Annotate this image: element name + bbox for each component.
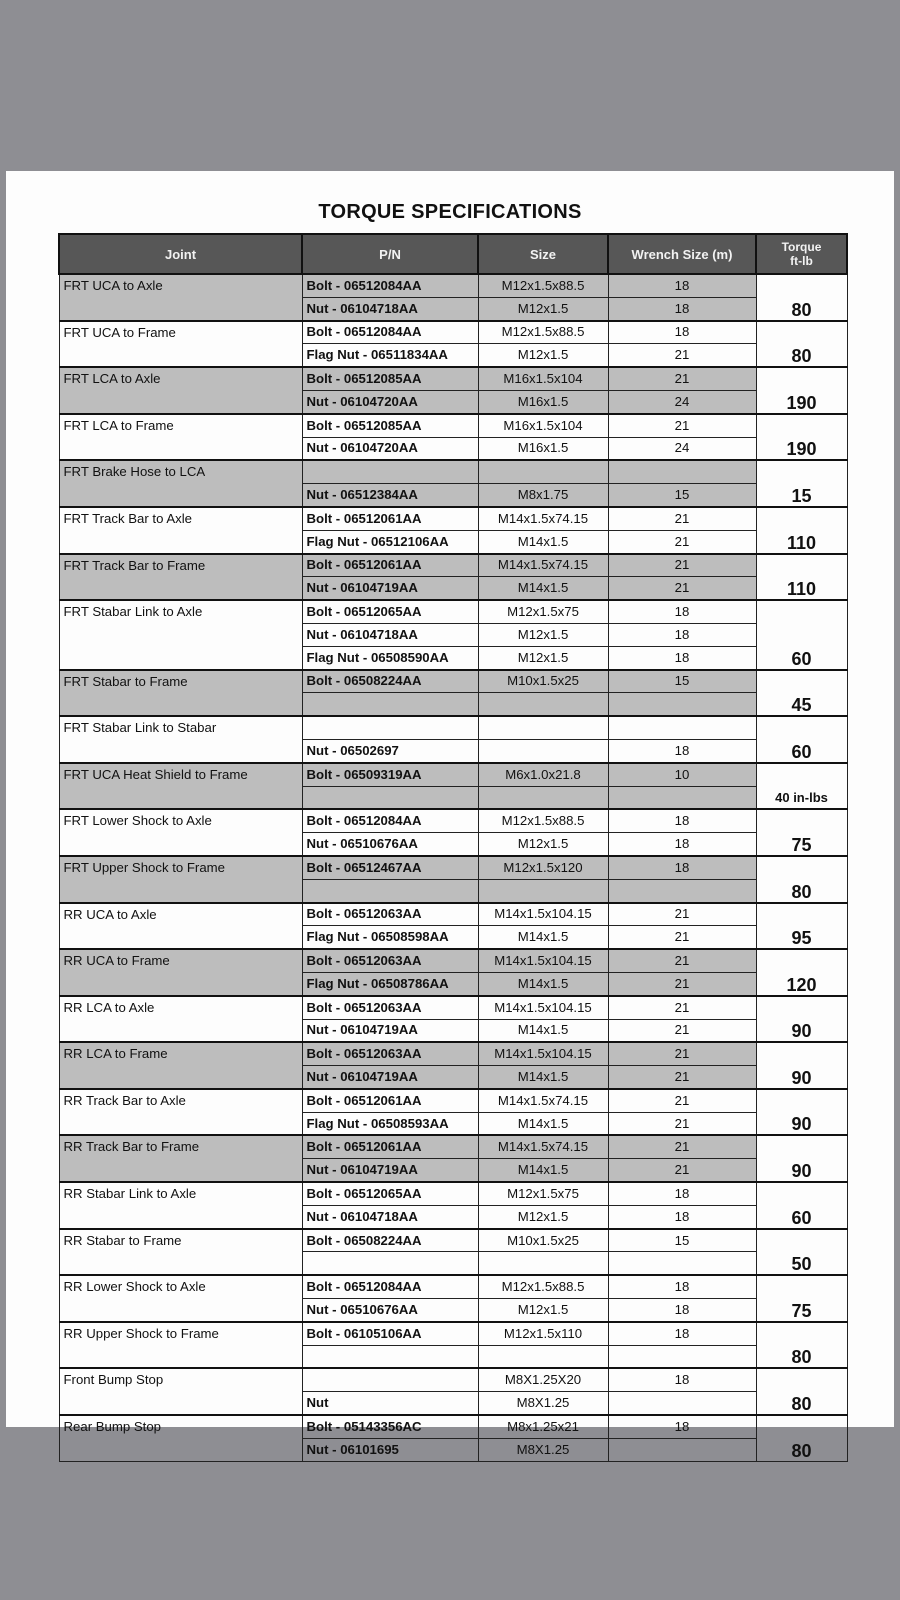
joint-cell: FRT Lower Shock to Axle [59,809,302,856]
size-cell: M12x1.5 [478,344,608,367]
size-cell: M12x1.5x88.5 [478,809,608,832]
wrench-size-cell: 21 [608,367,756,390]
size-cell: M14x1.5 [478,1019,608,1042]
wrench-size-cell: 21 [608,972,756,995]
table-row [59,903,847,926]
header-pn: P/N [302,234,478,274]
part-number-cell [302,786,478,809]
joint-cell: FRT Track Bar to Frame [59,554,302,601]
size-cell [478,460,608,483]
part-number-cell: Nut - 06104719AA [302,1159,478,1182]
part-number-cell: Nut [302,1392,478,1415]
wrench-size-cell: 18 [608,646,756,669]
torque-value-cell: 190 [756,414,847,461]
size-cell: M14x1.5 [478,926,608,949]
size-cell [478,1252,608,1275]
part-number-cell: Nut - 06104720AA [302,390,478,413]
wrench-size-cell: 18 [608,833,756,856]
size-cell: M8X1.25X20 [478,1368,608,1391]
part-number-cell: Bolt - 06512063AA [302,1042,478,1065]
part-number-cell: Bolt - 05143356AC [302,1415,478,1438]
wrench-size-cell: 21 [608,554,756,577]
part-number-cell: Bolt - 06512084AA [302,274,478,297]
size-cell: M14x1.5x74.15 [478,1089,608,1112]
joint-cell: RR UCA to Axle [59,903,302,950]
table-row [59,716,847,739]
joint-cell: FRT UCA to Axle [59,274,302,321]
part-number-cell: Nut - 06104719AA [302,1066,478,1089]
wrench-size-cell: 18 [608,1299,756,1322]
document-title: TORQUE SPECIFICATIONS [318,201,582,223]
torque-value-cell: 60 [756,600,847,669]
torque-value-cell: 80 [756,274,847,321]
wrench-size-cell: 21 [608,1019,756,1042]
part-number-cell: Bolt - 06512061AA [302,1135,478,1158]
wrench-size-cell: 18 [608,856,756,879]
table-row [59,949,847,972]
wrench-size-cell: 18 [608,1368,756,1391]
size-cell: M14x1.5x104.15 [478,1042,608,1065]
joint-cell: FRT Brake Hose to LCA [59,460,302,507]
torque-value-cell: 60 [756,1182,847,1229]
part-number-cell: Bolt - 06512084AA [302,321,478,344]
size-cell: M12x1.5x88.5 [478,1275,608,1298]
size-cell: M14x1.5x104.15 [478,903,608,926]
joint-cell: RR Track Bar to Axle [59,1089,302,1136]
torque-value-cell: 90 [756,996,847,1043]
part-number-cell: Flag Nut - 06511834AA [302,344,478,367]
wrench-size-cell [608,786,756,809]
size-cell: M14x1.5 [478,530,608,553]
part-number-cell: Bolt - 06512061AA [302,554,478,577]
part-number-cell: Nut - 06510676AA [302,1299,478,1322]
joint-cell: RR Upper Shock to Frame [59,1322,302,1369]
size-cell [478,716,608,739]
torque-value-cell: 95 [756,903,847,950]
part-number-cell: Flag Nut - 06512106AA [302,530,478,553]
wrench-size-cell: 15 [608,1229,756,1252]
size-cell [478,1345,608,1368]
size-cell: M14x1.5 [478,972,608,995]
wrench-size-cell: 21 [608,1066,756,1089]
joint-cell: RR Lower Shock to Axle [59,1275,302,1322]
size-cell: M12x1.5 [478,833,608,856]
wrench-size-cell [608,879,756,902]
table-row [59,274,847,297]
wrench-size-cell: 21 [608,577,756,600]
part-number-cell [302,1252,478,1275]
wrench-size-cell: 18 [608,297,756,320]
part-number-cell: Bolt - 06512084AA [302,1275,478,1298]
part-number-cell: Bolt - 06509319AA [302,763,478,786]
part-number-cell: Bolt - 06508224AA [302,670,478,693]
header-torque-line2: ft-lb [790,254,813,268]
joint-cell: FRT Upper Shock to Frame [59,856,302,903]
size-cell: M16x1.5 [478,390,608,413]
wrench-size-cell: 21 [608,1112,756,1135]
wrench-size-cell [608,1392,756,1415]
joint-cell: FRT Stabar Link to Axle [59,600,302,669]
wrench-size-cell [608,1438,756,1461]
size-cell: M12x1.5x88.5 [478,274,608,297]
torque-value-cell: 80 [756,1322,847,1369]
size-cell: M12x1.5 [478,1299,608,1322]
size-cell: M12x1.5 [478,297,608,320]
size-cell: M14x1.5 [478,1112,608,1135]
torque-value-cell: 50 [756,1229,847,1276]
joint-cell: RR Track Bar to Frame [59,1135,302,1182]
wrench-size-cell: 21 [608,996,756,1019]
part-number-cell: Bolt - 06512467AA [302,856,478,879]
table-row [59,763,847,786]
wrench-size-cell: 24 [608,390,756,413]
size-cell: M12x1.5 [478,1205,608,1228]
part-number-cell: Flag Nut - 06508598AA [302,926,478,949]
torque-value-cell: 90 [756,1135,847,1182]
size-cell: M6x1.0x21.8 [478,763,608,786]
size-cell [478,786,608,809]
part-number-cell: Bolt - 06512084AA [302,809,478,832]
joint-cell: RR Stabar to Frame [59,1229,302,1276]
table-header-row [59,234,847,274]
table-row [59,1229,847,1252]
size-cell: M12x1.5 [478,646,608,669]
joint-cell: FRT Stabar to Frame [59,670,302,717]
joint-cell: Front Bump Stop [59,1368,302,1415]
joint-cell: FRT Track Bar to Axle [59,507,302,554]
wrench-size-cell: 15 [608,484,756,507]
wrench-size-cell: 18 [608,600,756,623]
torque-value-cell: 45 [756,670,847,717]
torque-value-cell: 75 [756,809,847,856]
torque-value-cell: 190 [756,367,847,414]
size-cell: M12x1.5x75 [478,1182,608,1205]
size-cell: M16x1.5x104 [478,414,608,437]
size-cell: M14x1.5x104.15 [478,949,608,972]
wrench-size-cell: 15 [608,670,756,693]
part-number-cell: Nut - 06101695 [302,1438,478,1461]
joint-cell: FRT LCA to Frame [59,414,302,461]
wrench-size-cell: 18 [608,1322,756,1345]
size-cell [478,739,608,762]
table-row [59,554,847,577]
torque-value-cell: 60 [756,716,847,763]
size-cell: M12x1.5x110 [478,1322,608,1345]
table-row [59,507,847,530]
wrench-size-cell [608,693,756,716]
part-number-cell: Bolt - 06512065AA [302,600,478,623]
torque-spec-table [58,233,848,1462]
part-number-cell: Nut - 06512384AA [302,484,478,507]
wrench-size-cell: 21 [608,1042,756,1065]
torque-value-cell: 120 [756,949,847,996]
wrench-size-cell: 21 [608,926,756,949]
size-cell: M8x1.75 [478,484,608,507]
wrench-size-cell: 21 [608,530,756,553]
wrench-size-cell: 21 [608,903,756,926]
header-joint: Joint [59,234,302,274]
joint-cell: FRT LCA to Axle [59,367,302,414]
part-number-cell: Flag Nut - 06508590AA [302,646,478,669]
part-number-cell: Bolt - 06512085AA [302,367,478,390]
size-cell: M12x1.5 [478,623,608,646]
part-number-cell: Nut - 06104718AA [302,623,478,646]
document-page [6,171,894,1461]
wrench-size-cell: 10 [608,763,756,786]
size-cell: M14x1.5x104.15 [478,996,608,1019]
torque-value-cell: 80 [756,1415,847,1461]
size-cell: M10x1.5x25 [478,670,608,693]
joint-cell: RR LCA to Frame [59,1042,302,1089]
part-number-cell: Nut - 06510676AA [302,833,478,856]
size-cell: M12x1.5x75 [478,600,608,623]
part-number-cell: Bolt - 06512063AA [302,903,478,926]
table-row [59,996,847,1019]
torque-value-cell: 40 in-lbs [756,763,847,810]
torque-value-cell: 90 [756,1042,847,1089]
wrench-size-cell [608,716,756,739]
part-number-cell: Bolt - 06512085AA [302,414,478,437]
wrench-size-cell: 21 [608,344,756,367]
wrench-size-cell: 18 [608,623,756,646]
table-row [59,1135,847,1158]
size-cell [478,693,608,716]
wrench-size-cell: 18 [608,1275,756,1298]
torque-value-cell: 80 [756,321,847,368]
part-number-cell: Nut - 06104718AA [302,297,478,320]
wrench-size-cell [608,1345,756,1368]
wrench-size-cell: 18 [608,739,756,762]
table-row [59,1089,847,1112]
wrench-size-cell: 21 [608,1089,756,1112]
size-cell: M14x1.5x74.15 [478,1135,608,1158]
joint-cell: RR UCA to Frame [59,949,302,996]
size-cell: M14x1.5x74.15 [478,554,608,577]
part-number-cell [302,460,478,483]
table-row [59,1322,847,1345]
part-number-cell: Bolt - 06512063AA [302,996,478,1019]
size-cell [478,879,608,902]
wrench-size-cell [608,1252,756,1275]
torque-value-cell: 75 [756,1275,847,1322]
wrench-size-cell: 18 [608,321,756,344]
part-number-cell: Bolt - 06508224AA [302,1229,478,1252]
size-cell: M14x1.5 [478,1066,608,1089]
part-number-cell: Bolt - 06105106AA [302,1322,478,1345]
table-row [59,600,847,623]
torque-value-cell: 90 [756,1089,847,1136]
table-row [59,1182,847,1205]
table-row [59,809,847,832]
header-torque-line1: Torque [781,240,822,254]
part-number-cell [302,693,478,716]
part-number-cell: Bolt - 06512061AA [302,1089,478,1112]
table-body [59,274,847,1461]
size-cell: M8x1.25x21 [478,1415,608,1438]
table-row [59,1042,847,1065]
part-number-cell: Bolt - 06512065AA [302,1182,478,1205]
torque-value-cell: 110 [756,507,847,554]
table-row [59,321,847,344]
part-number-cell [302,879,478,902]
part-number-cell [302,716,478,739]
part-number-cell: Nut - 06104720AA [302,437,478,460]
wrench-size-cell: 18 [608,809,756,832]
joint-cell: RR Stabar Link to Axle [59,1182,302,1229]
table-row [59,1275,847,1298]
torque-value-cell: 80 [756,1368,847,1415]
size-cell: M16x1.5 [478,437,608,460]
joint-cell: Rear Bump Stop [59,1415,302,1461]
part-number-cell: Nut - 06104719AA [302,577,478,600]
joint-cell: FRT UCA to Frame [59,321,302,368]
wrench-size-cell [608,460,756,483]
table-row [59,856,847,879]
part-number-cell: Bolt - 06512061AA [302,507,478,530]
size-cell: M16x1.5x104 [478,367,608,390]
header-size: Size [478,234,608,274]
joint-cell: RR LCA to Axle [59,996,302,1043]
wrench-size-cell: 21 [608,949,756,972]
header-wrench: Wrench Size (m) [608,234,756,274]
table-row [59,1415,847,1438]
wrench-size-cell: 18 [608,1205,756,1228]
size-cell: M14x1.5 [478,1159,608,1182]
size-cell: M10x1.5x25 [478,1229,608,1252]
torque-value-cell: 15 [756,460,847,507]
size-cell: M14x1.5 [478,577,608,600]
wrench-size-cell: 21 [608,414,756,437]
table-row [59,460,847,483]
table-row [59,414,847,437]
joint-cell: FRT Stabar Link to Stabar [59,716,302,763]
size-cell: M14x1.5x74.15 [478,507,608,530]
joint-cell: FRT UCA Heat Shield to Frame [59,763,302,810]
part-number-cell [302,1368,478,1391]
wrench-size-cell: 21 [608,1159,756,1182]
torque-value-cell: 80 [756,856,847,903]
part-number-cell: Bolt - 06512063AA [302,949,478,972]
wrench-size-cell: 21 [608,1135,756,1158]
table-row [59,670,847,693]
part-number-cell [302,1345,478,1368]
size-cell: M12x1.5x88.5 [478,321,608,344]
wrench-size-cell: 18 [608,1415,756,1438]
wrench-size-cell: 21 [608,507,756,530]
part-number-cell: Flag Nut - 06508593AA [302,1112,478,1135]
wrench-size-cell: 18 [608,274,756,297]
wrench-size-cell: 24 [608,437,756,460]
size-cell: M12x1.5x120 [478,856,608,879]
part-number-cell: Nut - 06104719AA [302,1019,478,1042]
wrench-size-cell: 18 [608,1182,756,1205]
size-cell: M8X1.25 [478,1392,608,1415]
torque-value-cell: 110 [756,554,847,601]
part-number-cell: Nut - 06502697 [302,739,478,762]
part-number-cell: Flag Nut - 06508786AA [302,972,478,995]
table-row [59,1368,847,1391]
size-cell: M8X1.25 [478,1438,608,1461]
header-torque [756,234,847,274]
table-row [59,367,847,390]
part-number-cell: Nut - 06104718AA [302,1205,478,1228]
